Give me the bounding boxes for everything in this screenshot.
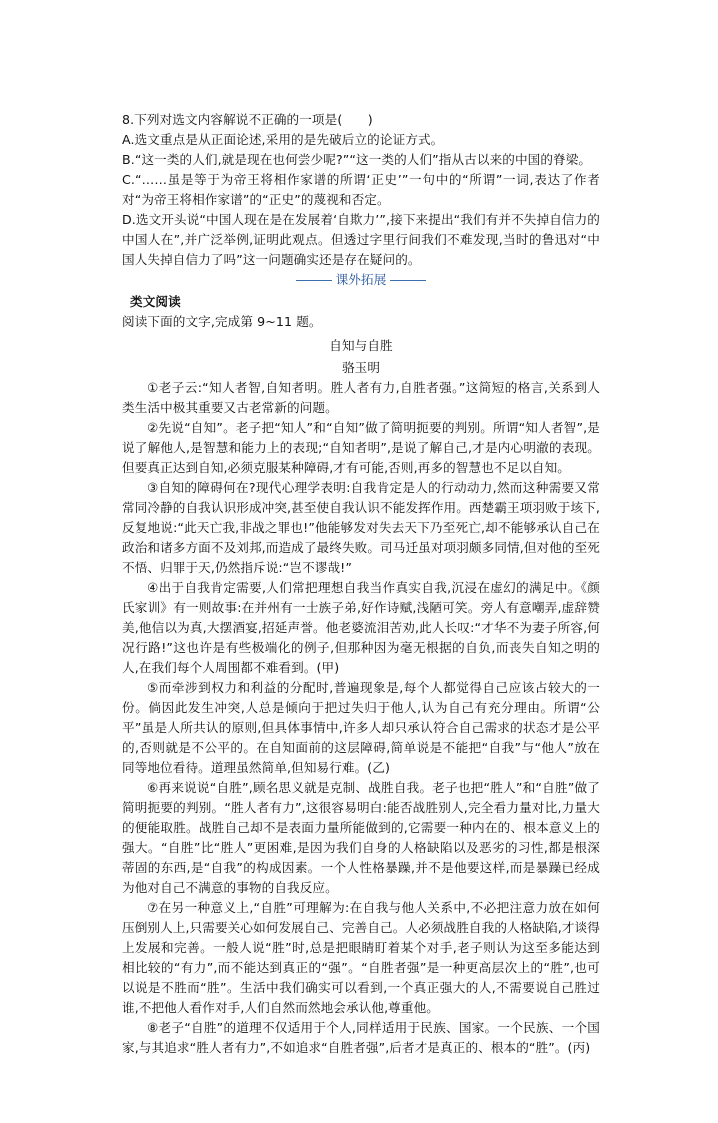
subhead: 类文阅读 xyxy=(130,294,181,309)
option-a: A.选文重点是从正面论述,采用的是先破后立的论证方式。 xyxy=(122,132,444,147)
article-author: 骆玉明 xyxy=(341,360,381,375)
section-banner xyxy=(122,270,600,290)
banner-rule-left xyxy=(296,280,332,281)
question-8-stem: 8.下列对选文内容解说不正确的一项是( ) xyxy=(122,112,373,127)
document-content xyxy=(122,110,600,1058)
section-banner-label: 课外拓展 xyxy=(335,272,387,287)
option-d: D.选文开头说“中国人现在是在发展着‘自欺力’”,接下来提出“我们有并不失掉自信力的中国人在”,并广泛举例,证明此观点。但透过字里行间我们不难发现,当时的鲁迅对“中国人失掉自信力了吗”这一问题确实还是存在疑问的。 xyxy=(122,212,600,267)
paragraph-8: ⑧老子“自胜”的道理不仅适用于个人,同样适用于民族、国家。一个民族、一个国家,与其追求“胜人者有力”,不如追求“自胜者强”,后者才是真正的、根本的“胜”。(丙) xyxy=(122,1020,600,1055)
article-title: 自知与自胜 xyxy=(329,338,393,353)
paragraph-3: ③自知的障碍何在?现代心理学表明:自我肯定是人的行动动力,然而这种需要又常常同冷静的自我认识形成冲突,甚至使自我认识不能发挥作用。西楚霸王项羽败于垓下,反复地说:“此天亡我,非战之罪也!”他能够发对失去天下乃至死亡,却不能够承认自己在政治和诸多方面不及刘邦,而造成了最终失败。司马迁虽对项羽颇多同情,但对他的至死不悟、归罪于天,仍然指斥说:“岂不谬哉!” xyxy=(122,480,600,575)
paragraph-6: ⑥再来说说“自胜”,顾名思义就是克制、战胜自我。老子也把“胜人”和“自胜”做了简明扼要的判别。“胜人者有力”,这很容易明白:能否战胜别人,完全看力量对比,力量大的便能取胜。战胜自己却不是表面力量所能做到的,它需要一种内在的、根本意义上的强大。“自胜”比“胜人”更困难,是因为我们自身的人格缺陷以及恶劣的习性,都是根深蒂固的东西,是“自我”的构成因素。一个人性格暴躁,并不是他要这样,而是暴躁已经成为他对自己不满意的事物的自我反应。 xyxy=(122,780,600,895)
banner-rule-right xyxy=(390,280,426,281)
paragraph-2: ②先说“自知”。老子把“知人”和“自知”做了简明扼要的判别。所谓“知人者智”,是说了解他人,是智慧和能力上的表现;“自知者明”,是说了解自己,才是内心明澈的表现。但要真正达到自知,必须克服某种障碍,才有可能,否则,再多的智慧也不足以自知。 xyxy=(122,420,600,475)
option-b: B.“这一类的人们,就是现在也何尝少呢?”“这一类的人们”指从古以来的中国的脊梁。 xyxy=(122,152,592,167)
instruction: 阅读下面的文字,完成第 9~11 题。 xyxy=(122,314,322,329)
paragraph-4: ④出于自我肯定需要,人们常把理想自我当作真实自我,沉浸在虚幻的满足中。《颜氏家训》有一则故事:在并州有一士族子弟,好作诗赋,浅陋可笑。旁人有意嘲弄,虚辞赞美,他信以为真,大摆酒宴,招延声誉。他老婆流泪苦劝,此人长叹:“才华不为妻子所容,何况行路!”这也许是有些极端化的例子,但那种因为毫无根据的自负,而丧失自知之明的人,在我们每个人周围都不难看到。(甲) xyxy=(122,580,600,675)
option-c: C.“……虽是等于为帝王将相作家谱的所谓‘正史’”一句中的“所谓”一词,表达了作者对“为帝王将相作家谱”的“正史”的蔑视和否定。 xyxy=(122,172,600,207)
paragraph-7: ⑦在另一种意义上,“自胜”可理解为:在自我与他人关系中,不必把注意力放在如何压倒别人上,只需要关心如何发展自己、完善自己。人必须战胜自我的人格缺陷,才谈得上发展和完善。一般人说“胜”时,总是把眼睛盯着某个对手,老子则认为这至多能达到相比较的“有力”,而不能达到真正的“强”。“自胜者强”是一种更高层次上的“胜”,也可以说是不胜而“胜”。生活中我们确实可以看到,一个真正强大的人,不需要说自己胜过谁,不把他人看作对手,人们自然而然地会承认他,尊重他。 xyxy=(122,900,600,1015)
paragraph-1: ①老子云:“知人者智,自知者明。胜人者有力,自胜者强。”这简短的格言,关系到人类生活中极其重要又古老常新的问题。 xyxy=(122,380,600,415)
paragraph-5: ⑤而牵涉到权力和利益的分配时,普遍现象是,每个人都觉得自己应该占较大的一份。倘因此发生冲突,人总是倾向于把过失归于他人,认为自己有充分理由。所谓“公平”虽是人所共认的原则,但具体事情中,许多人却只承认符合自己需求的状态才是公平的,否则就是不公平的。在自知面前的这层障碍,简单说是不能把“自我”与“他人”放在同等地位看待。道理虽然简单,但知易行难。(乙) xyxy=(122,680,600,775)
